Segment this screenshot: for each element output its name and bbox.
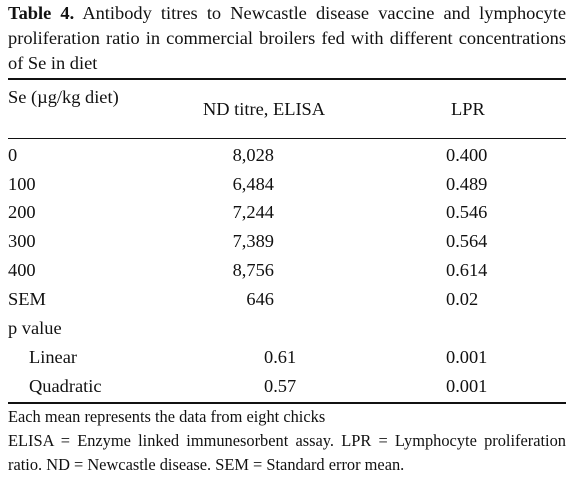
nd-titre-quadratic-p: 0.57: [264, 376, 297, 396]
table-header-rule: [8, 138, 566, 139]
header-nd-titre: ND titre, ELISA: [203, 99, 326, 119]
table-footnotes: [8, 405, 566, 477]
table-bottom-rule: [8, 402, 566, 404]
table-top-rule: [8, 78, 566, 80]
nd-titre-linear-p: 0.61: [264, 347, 297, 367]
lpr-value: 0.546: [446, 202, 488, 222]
header-lpr: LPR: [451, 99, 485, 119]
table-caption: [8, 1, 566, 76]
row-label: 200: [8, 202, 36, 222]
footnote-abbreviations: ELISA = Enzyme linked immunesorbent assay. LPR = Lymphocyte proliferation ratio. ND = Newcastle disease. SEM = Standard error mean.: [8, 431, 566, 474]
nd-titre-value: 6,484: [232, 174, 274, 194]
nd-titre-value: 7,244: [232, 202, 274, 222]
lpr-value: 0.614: [446, 260, 488, 280]
lpr-value: 0.489: [446, 174, 488, 194]
lpr-linear-p: 0.001: [446, 347, 488, 367]
lpr-value: 0.400: [446, 145, 488, 165]
row-label-p-value: p value: [8, 318, 62, 338]
row-label-quadratic: Quadratic: [29, 376, 102, 396]
row-label-sem: SEM: [8, 289, 46, 309]
row-label: 400: [8, 260, 36, 280]
footnote-sample-size: Each mean represents the data from eight chicks: [8, 407, 326, 426]
nd-titre-value: 7,389: [232, 231, 274, 251]
lpr-quadratic-p: 0.001: [446, 376, 488, 396]
table-label: Table 4.: [8, 3, 75, 23]
table-caption-text: Antibody titres to Newcastle disease vaccine and lymphocyte proliferation ratio in commercial broilers fed with different concentrations of Se in diet: [8, 3, 566, 73]
lpr-sem: 0.02: [446, 289, 479, 309]
row-label: 100: [8, 174, 36, 194]
lpr-value: 0.564: [446, 231, 488, 251]
nd-titre-value: 8,756: [232, 260, 274, 280]
row-label: 0: [8, 145, 18, 165]
row-label: 300: [8, 231, 36, 251]
header-selenium-level: Se (µg/kg diet): [8, 87, 119, 107]
row-label-linear: Linear: [29, 347, 77, 367]
nd-titre-sem: 646: [246, 289, 274, 309]
nd-titre-value: 8,028: [232, 145, 274, 165]
